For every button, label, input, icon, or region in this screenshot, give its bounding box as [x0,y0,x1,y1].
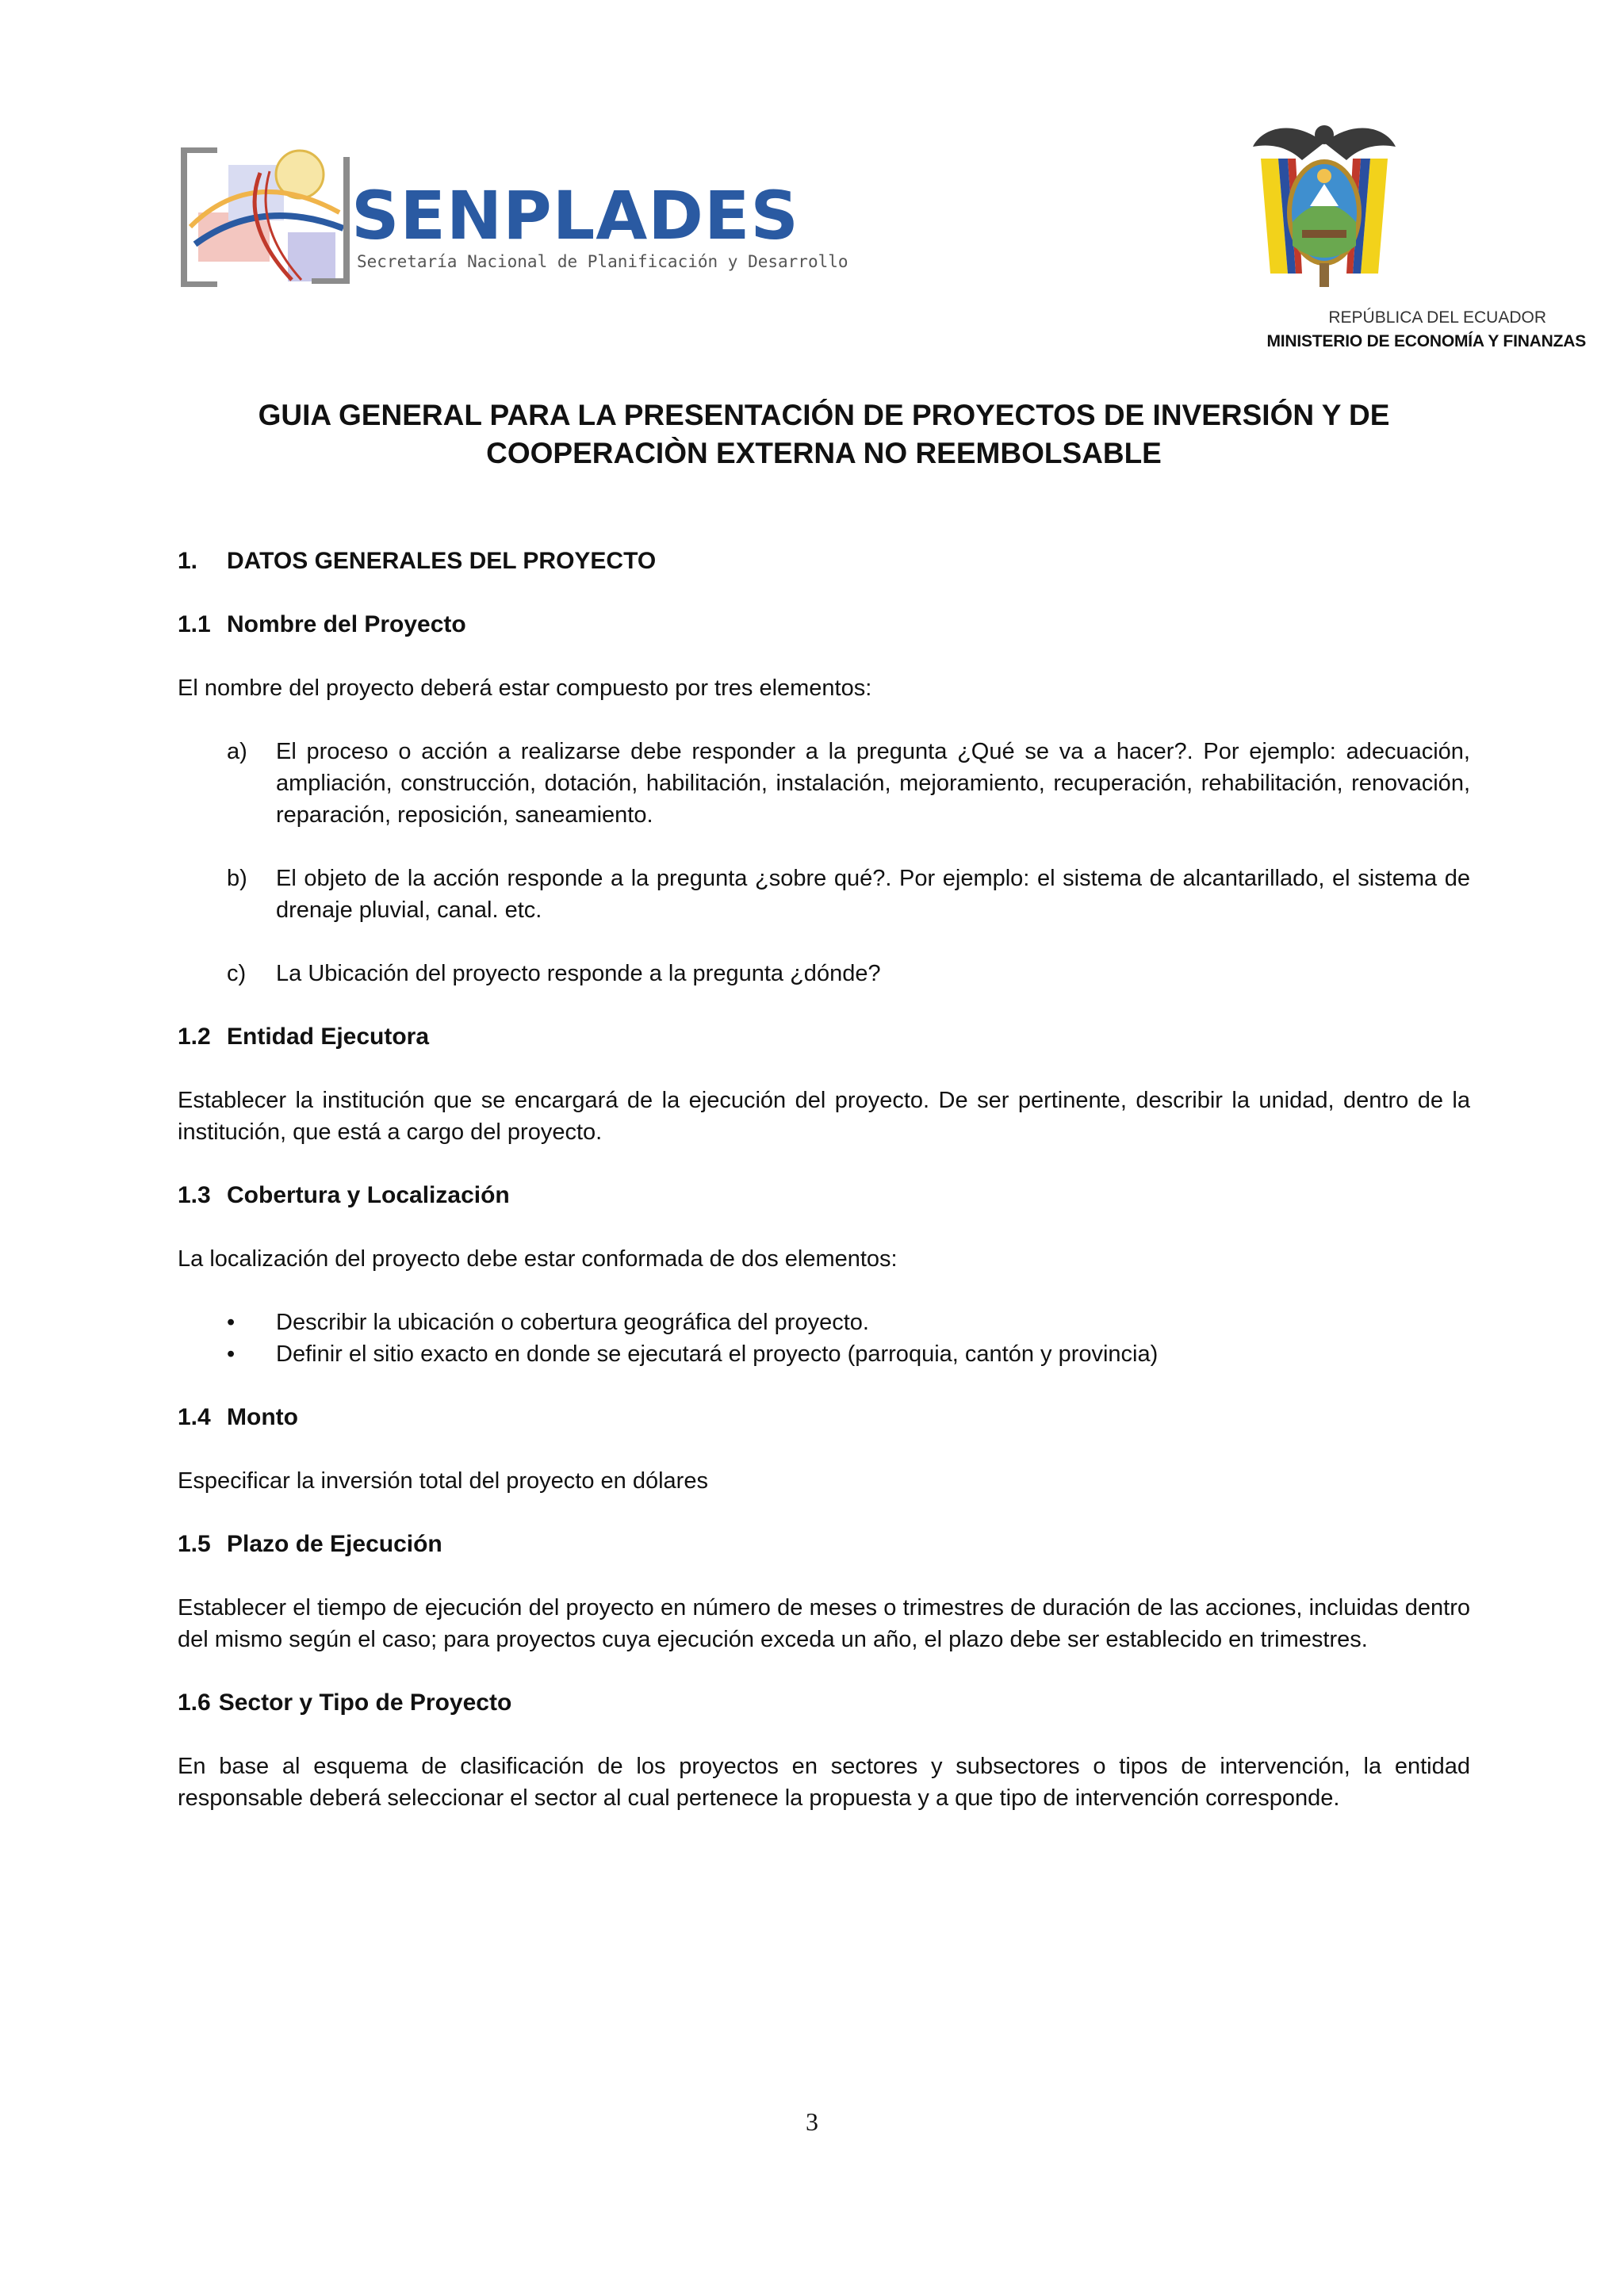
section-title: Monto [227,1404,298,1430]
list-item [178,736,1470,831]
section-1-1-heading [178,609,1470,641]
list-item-text: Describir la ubicación o cobertura geográfica del proyecto. [276,1310,869,1335]
section-number: 1.1 [178,611,211,637]
section-1-3-heading [178,1180,1470,1211]
ecuador-coat-of-arms-icon [1247,111,1402,293]
senplades-logo [181,133,848,292]
paragraph: Establecer el tiempo de ejecución del proyecto en número de meses o trimestres de duración de las acciones, incluidas dentro del mismo según el caso; para proyectos cuya ejecución exceda un año, el plazo debe ser establecido en trimestres. [178,1595,1470,1652]
list-marker: c) [227,961,247,986]
document-title: GUIA GENERAL PARA LA PRESENTACIÓN DE PROYECTOS DE INVERSIÓN Y DE COOPERACIÒN EXTERNA NO REEMBOLSABLE [258,399,1390,469]
section-number: 1.6 [178,1689,211,1716]
ministry-name: MINISTERIO DE ECONOMÍA Y FINANZAS [1266,332,1586,351]
list-item-text: El proceso o acción a realizarse debe responder a la pregunta ¿Qué se va a hacer?. Por ejemplo: adecuación, ampliación, construcción, dotación, habilitación, instalación, mejoramiento, recuperación, rehabilitación, renovación, reparación, reposición, saneamiento. [276,739,1470,828]
logo-subtitle: Secretaría Nacional de Planificación y Desarrollo [357,252,848,271]
section-number: 1.2 [178,1024,211,1050]
bullet-icon: • [227,1310,236,1335]
logo-name: SENPLADES [351,177,799,254]
list-item-text: Definir el sitio exacto en donde se ejecutará el proyecto (parroquia, cantón y provincia) [276,1341,1159,1367]
section-1-6-heading [178,1687,1470,1719]
section-1-4-heading [178,1402,1470,1433]
bullet-icon: • [227,1341,236,1367]
paragraph: El nombre del proyecto deberá estar compuesto por tres elementos: [178,675,872,701]
section-1-5-heading [178,1529,1470,1560]
section-number: 1.4 [178,1404,211,1430]
lettered-list [178,736,1470,989]
section-title: Sector y Tipo de Proyecto [218,1689,512,1716]
list-marker: b) [227,866,247,891]
list-item [178,1338,1470,1370]
section-title: DATOS GENERALES DEL PROYECTO [227,548,657,574]
section-number: 1.5 [178,1531,211,1557]
page-number: 3 [806,2107,818,2136]
bullet-list [178,1307,1470,1370]
paragraph: En base al esquema de clasificación de los proyectos en sectores y subsectores o tipos de intervención, la entidad responsable deberá seleccionar el sector al cual pertenece la propuesta y a que tipo de intervención corresponde. [178,1754,1470,1811]
section-title: Nombre del Proyecto [227,611,466,637]
list-item-text: El objeto de la acción responde a la pregunta ¿sobre qué?. Por ejemplo: el sistema de alcantarillado, el sistema de drenaje pluvial, canal. etc. [276,866,1470,923]
section-1-heading [178,545,1470,577]
paragraph: Especificar la inversión total del proyecto en dólares [178,1468,708,1494]
list-item [178,1307,1470,1338]
section-title: Cobertura y Localización [227,1182,510,1208]
list-item [178,958,1470,989]
paragraph: La localización del proyecto debe estar conformada de dos elementos: [178,1246,898,1272]
list-item [178,863,1470,926]
country-name: REPÚBLICA DEL ECUADOR [1328,308,1546,327]
section-number: 1. [178,548,198,574]
senplades-logo-icon [181,133,351,292]
section-title: Entidad Ejecutora [227,1024,430,1050]
section-number: 1.3 [178,1182,211,1208]
paragraph: Establecer la institución que se encargará de la ejecución del proyecto. De ser pertinente, describir la unidad, dentro de la institución, que está a cargo del proyecto. [178,1088,1470,1145]
government-caption [1266,306,1586,354]
list-marker: a) [227,739,247,764]
list-item-text: La Ubicación del proyecto responde a la pregunta ¿dónde? [276,961,881,986]
document-body [178,396,1470,1846]
section-1-2-heading [178,1021,1470,1053]
section-title: Plazo de Ejecución [227,1531,442,1557]
